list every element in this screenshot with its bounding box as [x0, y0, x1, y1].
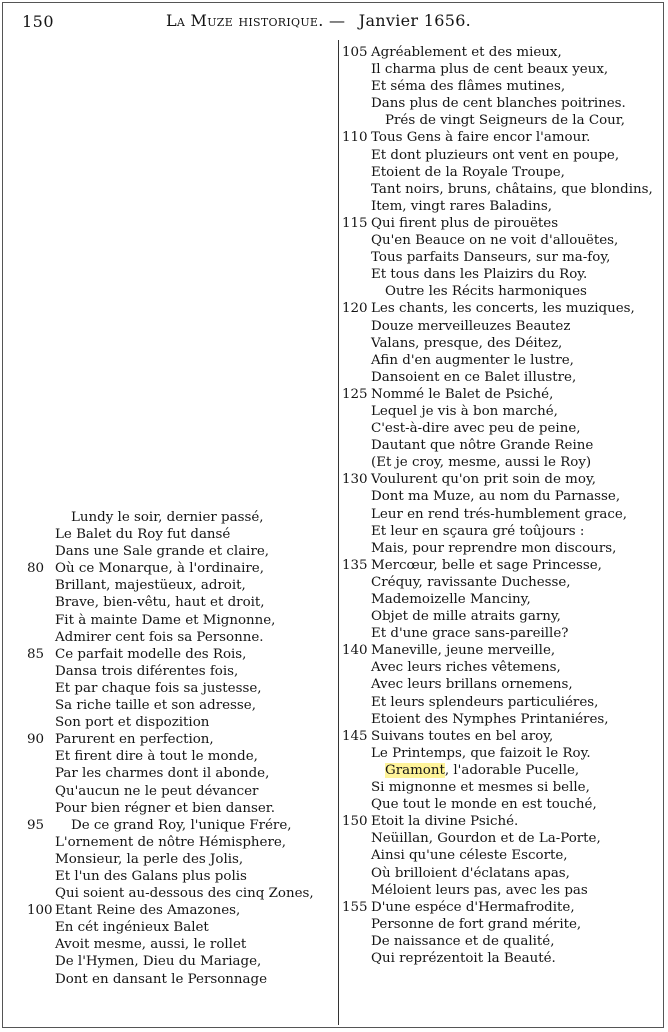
verse-line [338, 728, 664, 745]
verse-text: Dansoient en ce Balet illustre, [371, 369, 577, 385]
verse-line [338, 779, 664, 796]
running-head-date: Janvier 1656. [358, 11, 472, 30]
verse-text: D'une espéce d'Hermafrodite, [371, 899, 575, 915]
verse-text: Si mignonne et mesmes si belle, [371, 780, 590, 796]
verse-line [338, 266, 664, 283]
verse-text: Le Printemps, que faizoit le Roy. [371, 745, 591, 761]
verse-text: Qui firent plus de pirouëtes [371, 215, 559, 231]
verse-line [338, 625, 664, 642]
verse-text: Et d'une grace sans-pareille? [371, 626, 569, 642]
verse-line [0, 885, 336, 902]
verse-line [338, 642, 664, 659]
right-verse-column [338, 44, 664, 967]
verse-text: Monsieur, la perle des Jolis, [55, 851, 244, 867]
line-number: 140 [342, 643, 368, 659]
verse-line [338, 762, 664, 779]
verse-line [0, 509, 336, 526]
verse-text: En cét ingénieux Balet [55, 920, 209, 936]
verse-line [0, 748, 336, 765]
verse-line [338, 147, 664, 164]
verse-line [0, 629, 336, 646]
line-number: 135 [342, 557, 368, 573]
page-number: 150 [22, 12, 55, 31]
verse-text: Etoit la divine Psiché. [371, 814, 519, 830]
verse-line [0, 834, 336, 851]
line-number: 150 [342, 814, 368, 830]
verse-text: Mais, pour reprendre mon discours, [371, 540, 617, 556]
verse-line [338, 181, 664, 198]
verse-line [338, 232, 664, 249]
verse-line [0, 765, 336, 782]
verse-line [338, 403, 664, 420]
verse-line [338, 78, 664, 95]
verse-text: Où ce Monarque, à l'ordinaire, [55, 561, 264, 577]
verse-text: Et tous dans les Plaizirs du Roy. [371, 267, 588, 283]
verse-line [338, 437, 664, 454]
verse-text: Prés de vingt Seigneurs de la Cour, [385, 113, 625, 129]
verse-line [338, 933, 664, 950]
line-number: 120 [342, 301, 368, 317]
verse-line [338, 557, 664, 574]
verse-text: Leur en rend trés-humblement grace, [371, 506, 628, 522]
verse-line [338, 335, 664, 352]
verse-text: Qui reprézentoit la Beauté. [371, 950, 556, 966]
verse-text: Dont en dansant le Personnage [55, 971, 268, 987]
line-number: 110 [342, 130, 368, 146]
verse-text: Par les charmes dont il abonde, [55, 766, 270, 782]
highlighted-word: Gramont [385, 762, 445, 778]
running-head-title: La Muze historique. [166, 11, 324, 30]
verse-line [0, 971, 336, 988]
verse-text: Que tout le monde en est touché, [371, 797, 597, 813]
verse-text: Dans une Sale grande et claire, [55, 544, 270, 560]
verse-text: Voulurent qu'on prit soin de moy, [371, 472, 596, 488]
verse-line [0, 936, 336, 953]
verse-line [338, 694, 664, 711]
verse-text: Mademoizelle Manciny, [371, 592, 531, 607]
verse-line [0, 526, 336, 543]
line-number: 125 [342, 386, 368, 402]
verse-line [0, 868, 336, 885]
verse-text: Lundy le soir, dernier passé, [71, 510, 264, 525]
verse-text: Tant noirs, bruns, châtains, que blondins, [371, 181, 653, 197]
verse-text: Les chants, les concerts, les muziques, [371, 301, 635, 317]
line-number: 95 [27, 817, 45, 833]
verse-text: Et l'un des Galans plus polis [55, 868, 247, 884]
verse-text: Lequel je vis à bon marché, [371, 403, 558, 419]
verse-line [0, 953, 336, 970]
verse-text: De l'Hymen, Dieu du Mariage, [55, 954, 262, 970]
verse-line [338, 865, 664, 882]
verse-text: Créquy, ravissante Duchesse, [371, 574, 571, 590]
verse-line [0, 731, 336, 748]
verse-line [0, 697, 336, 714]
verse-text: Pour bien régner et bien danser. [55, 800, 275, 816]
verse-line [338, 454, 664, 471]
verse-line [338, 112, 664, 129]
verse-text: Le Balet du Roy fut dansé [55, 527, 231, 543]
verse-text: Dont ma Muze, au nom du Parnasse, [371, 489, 621, 505]
verse-text: Et leurs splendeurs particuliéres, [371, 694, 599, 710]
verse-text: Avec leurs brillans ornemens, [371, 677, 573, 693]
verse-line [0, 577, 336, 594]
verse-text: Maneville, jeune merveille, [371, 643, 556, 659]
line-number: 80 [27, 561, 45, 577]
verse-text: Etoient des Nymphes Printaniéres, [371, 711, 609, 727]
verse-line [0, 919, 336, 936]
verse-line [0, 783, 336, 800]
verse-text: Ainsi qu'une céleste Escorte, [371, 848, 568, 864]
verse-text: Et firent dire à tout le monde, [55, 749, 258, 765]
verse-text: Ce parfait modelle des Rois, [55, 646, 247, 662]
verse-line [338, 659, 664, 676]
verse-line [338, 506, 664, 523]
line-number: 115 [342, 215, 368, 231]
left-verse-column [0, 509, 336, 988]
verse-text: Nommé le Balet de Psiché, [371, 386, 554, 402]
verse-text: Sa riche taille et son adresse, [55, 698, 256, 714]
line-number: 130 [342, 472, 368, 488]
verse-text: Méloient leurs pas, avec les pas [371, 882, 588, 898]
verse-text: Et séma des flâmes mutines, [371, 79, 566, 95]
verse-text: Qu'en Beauce on ne voit d'allouëtes, [371, 233, 619, 249]
verse-text: Dautant que nôtre Grande Reine [371, 438, 594, 454]
verse-text: Gramont, l'adorable Pucelle, [385, 762, 580, 778]
verse-line [338, 318, 664, 335]
verse-text: Douze merveilleuzes Beautez [371, 318, 571, 334]
verse-line [338, 882, 664, 899]
line-number: 155 [342, 899, 368, 915]
verse-text: Son port et dispozition [55, 715, 210, 731]
verse-text: Afin d'en augmenter le lustre, [371, 352, 574, 368]
verse-text: Personne de fort grand mérite, [371, 916, 582, 932]
verse-line [338, 198, 664, 215]
running-head [166, 11, 471, 30]
verse-line [338, 899, 664, 916]
verse-text: (Et je croy, mesme, aussi le Roy) [371, 455, 592, 471]
verse-line [338, 745, 664, 762]
verse-line [338, 488, 664, 505]
verse-line [338, 608, 664, 625]
verse-line [0, 714, 336, 731]
verse-line [338, 44, 664, 61]
verse-text: Admirer cent fois sa Personne. [55, 629, 264, 645]
verse-line [338, 300, 664, 317]
verse-text: Parurent en perfection, [55, 732, 214, 748]
verse-line [338, 540, 664, 557]
verse-text: Avec leurs riches vêtemens, [371, 660, 561, 676]
line-number: 145 [342, 728, 368, 744]
verse-text: Item, vingt rares Baladins, [371, 198, 553, 214]
verse-text: Il charma plus de cent beaux yeux, [371, 62, 609, 78]
verse-line [0, 646, 336, 663]
verse-text: Mercœur, belle et sage Princesse, [371, 557, 602, 573]
verse-text: Objet de mille atraits garny, [371, 609, 561, 625]
verse-text: Où brilloient d'éclatans apas, [371, 865, 570, 881]
running-head-separator: — [329, 11, 346, 30]
verse-line [338, 95, 664, 112]
verse-text: Dans plus de cent blanches poitrines. [371, 96, 626, 112]
verse-line [338, 369, 664, 386]
verse-line [338, 796, 664, 813]
verse-text: Qu'aucun ne le peut dévancer [55, 783, 259, 799]
verse-line [338, 129, 664, 146]
verse-text: Brave, bien-vêtu, haut et droit, [55, 595, 265, 611]
line-number: 85 [27, 646, 45, 662]
verse-text: Neüillan, Gourdon et de La-Porte, [371, 831, 601, 847]
verse-line [338, 523, 664, 540]
verse-text: Brillant, majestüeux, adroit, [55, 578, 246, 594]
verse-line [338, 711, 664, 728]
verse-line [338, 847, 664, 864]
verse-text: Qui soient au-dessous des cinq Zones, [55, 886, 314, 902]
verse-line [0, 594, 336, 611]
verse-text: L'ornement de nôtre Hémisphere, [55, 834, 287, 850]
verse-text: C'est-à-dire avec peu de peine, [371, 421, 581, 437]
verse-text: Et dont pluzieurs ont vent en poupe, [371, 147, 620, 163]
verse-line [0, 800, 336, 817]
verse-line [338, 574, 664, 591]
verse-text: Tous parfaits Danseurs, sur ma-foy, [371, 250, 611, 266]
verse-line [338, 249, 664, 266]
verse-line [338, 813, 664, 830]
verse-line [338, 164, 664, 181]
line-number: 90 [27, 732, 45, 748]
verse-line [0, 902, 336, 919]
verse-line [338, 830, 664, 847]
verse-line [338, 471, 664, 488]
verse-line [338, 386, 664, 403]
verse-line [338, 215, 664, 232]
verse-line [0, 612, 336, 629]
line-number: 100 [27, 903, 53, 919]
verse-line [338, 420, 664, 437]
verse-line [338, 676, 664, 693]
verse-line [0, 817, 336, 834]
verse-text: Outre les Récits harmoniques [385, 284, 587, 300]
verse-line [0, 663, 336, 680]
verse-line [0, 543, 336, 560]
verse-line [338, 352, 664, 369]
verse-line [338, 591, 664, 608]
verse-line [338, 950, 664, 967]
verse-text: Valans, presque, des Déitez, [371, 335, 563, 351]
line-number: 105 [342, 45, 368, 60]
verse-text: Agréablement et des mieux, [371, 45, 562, 60]
verse-line [0, 851, 336, 868]
verse-text: Etant Reine des Amazones, [55, 903, 241, 919]
verse-text: De naissance et de qualité, [371, 933, 555, 949]
verse-line [0, 680, 336, 697]
verse-line [338, 916, 664, 933]
verse-text: Fit à mainte Dame et Mignonne, [55, 612, 276, 628]
verse-text: Tous Gens à faire encor l'amour. [371, 130, 591, 146]
verse-text: Dansa trois diférentes fois, [55, 663, 239, 679]
verse-line [0, 560, 336, 577]
verse-line [338, 283, 664, 300]
verse-text: Avoit mesme, aussi, le rollet [55, 937, 247, 953]
verse-text: De ce grand Roy, l'unique Frére, [71, 817, 292, 833]
verse-text: Et par chaque fois sa justesse, [55, 680, 262, 696]
verse-text: Suivans toutes en bel aroy, [371, 728, 554, 744]
verse-text: Etoient de la Royale Troupe, [371, 164, 565, 180]
verse-text: Et leur en sçaura gré toûjours : [371, 523, 585, 539]
verse-line [338, 61, 664, 78]
